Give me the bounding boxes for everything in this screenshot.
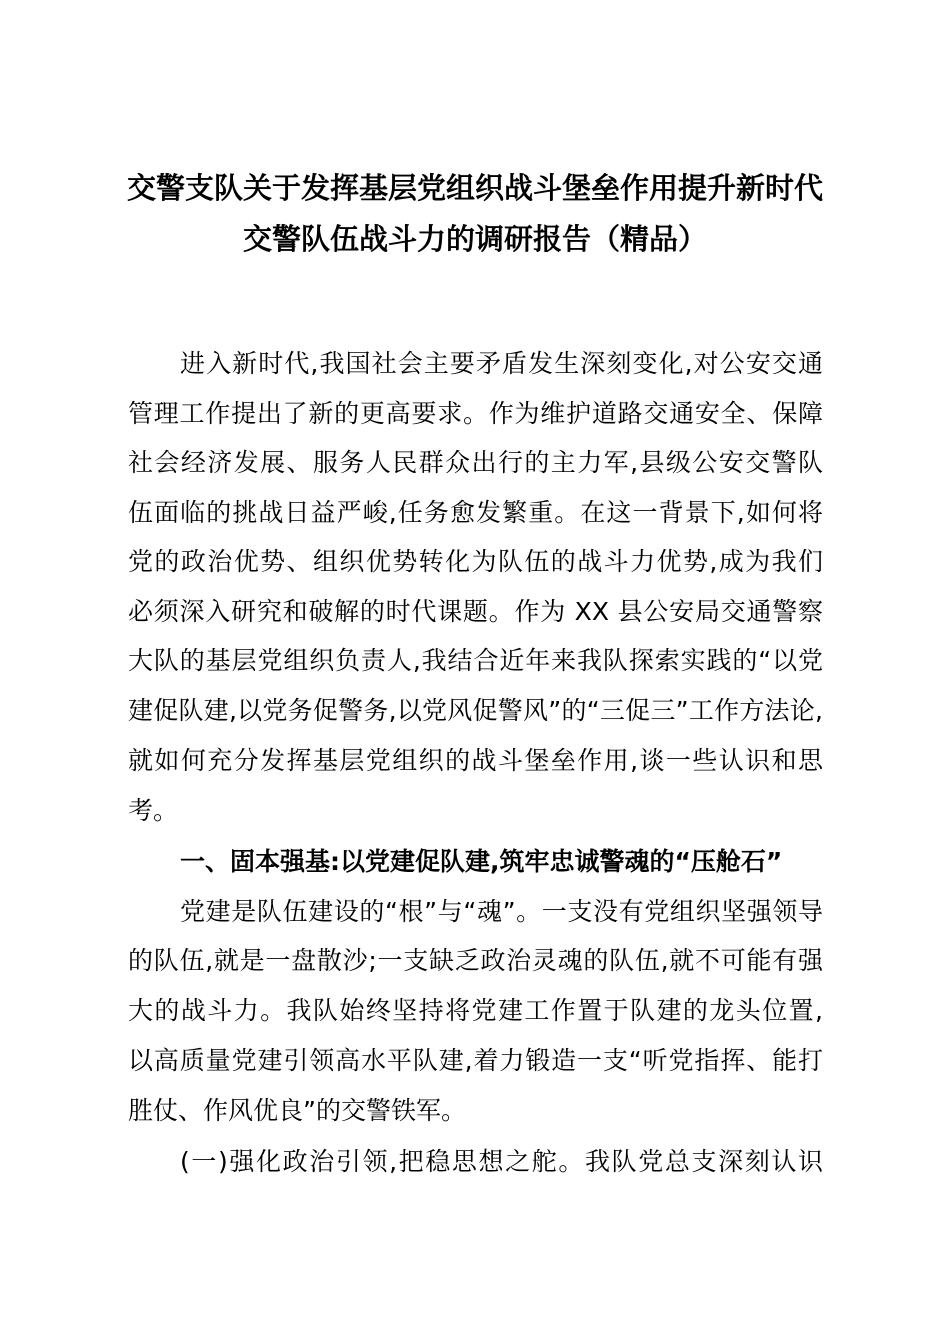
text-line: 伍面临的挑战日益严峻,任务愈发繁重。在这一背景下,如何将 <box>128 498 823 527</box>
text-line: 管理工作提出了新的更高要求。作为维护道路交通安全、保障 <box>128 399 823 428</box>
text-line: 党建是队伍建设的“根”与“魂”。一支没有党组织坚强领导 <box>180 897 823 926</box>
text-line: 社会经济发展、服务人民群众出行的主力军,县级公安交警队 <box>128 448 823 477</box>
text-line: 大队的基层党组织负责人,我结合近年来我队探索实践的“以党 <box>128 646 823 675</box>
text-line: 必须深入研究和破解的时代课题。作为 XX 县公安局交通警察 <box>128 597 823 626</box>
text-line: 的队伍,就是一盘散沙;一支缺乏政治灵魂的队伍,就不可能有强 <box>128 946 823 975</box>
document-title-line-2: 交警队伍战斗力的调研报告（精品） <box>242 222 707 256</box>
text-line: 大的战斗力。我队始终坚持将党建工作置于队建的龙头位置, <box>128 996 823 1025</box>
text-line: 建促队建,以党务促警务,以党风促警风”的“三促三”工作方法论, <box>128 696 823 725</box>
section-heading: 一、固本强基:以党建促队建,筑牢忠诚警魂的“压舱石” <box>180 847 783 876</box>
text-line: 考。 <box>128 796 179 825</box>
text-line: 以高质量党建引领高水平队建,着力锻造一支“听党指挥、能打 <box>128 1046 823 1075</box>
text-line: 就如何充分发挥基层党组织的战斗堡垒作用,谈一些认识和思 <box>128 746 823 775</box>
text-line: 党的政治优势、组织优势转化为队伍的战斗力优势,成为我们 <box>128 547 823 576</box>
document-title-line-1: 交警支队关于发挥基层党组织战斗堡垒作用提升新时代 <box>126 171 823 205</box>
text-line: 胜仗、作风优良”的交警铁军。 <box>128 1096 466 1125</box>
subsection-line: (一)强化政治引领,把稳思想之舵。我队党总支深刻认识 <box>180 1147 823 1176</box>
text-line: 进入新时代,我国社会主要矛盾发生深刻变化,对公安交通 <box>180 349 823 378</box>
